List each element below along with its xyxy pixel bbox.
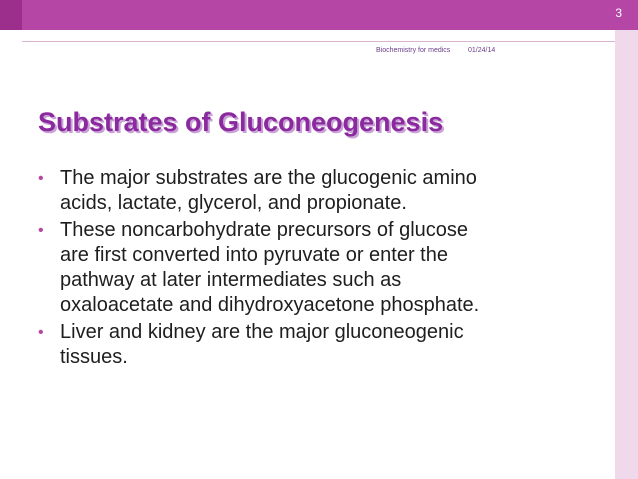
footer-course: Biochemistry for medics — [376, 47, 451, 54]
slide-number: 3 — [615, 6, 622, 20]
bullet-line: are first converted into pyruvate or enter the — [60, 244, 448, 266]
bullet-item — [38, 166, 598, 216]
slide-title: Substrates of Gluconeogenesis — [38, 107, 444, 137]
bullet-list — [38, 166, 598, 372]
header-rule — [22, 30, 615, 42]
bullet-line: tissues. — [60, 346, 128, 368]
bullet-item — [38, 218, 598, 318]
bullet-line: The major substrates are the glucogenic amino — [60, 167, 477, 189]
top-band — [0, 0, 638, 30]
bullet-icon: • — [38, 170, 44, 187]
bullet-line: pathway at later intermediates such as — [60, 269, 402, 291]
bullet-line: oxaloacetate and dihydroxyacetone phosphate. — [60, 294, 480, 316]
bullet-line: acids, lactate, glycerol, and propionate. — [60, 192, 407, 214]
bullet-item — [38, 320, 598, 370]
side-stripe — [615, 30, 638, 479]
footer-date: 01/24/14 — [468, 47, 496, 54]
bullet-icon: • — [38, 324, 44, 341]
bullet-line: These noncarbohydrate precursors of glucose — [60, 219, 469, 241]
top-accent — [0, 0, 22, 30]
bullet-line: Liver and kidney are the major gluconeogenic — [60, 321, 464, 343]
bullet-icon: • — [38, 222, 44, 239]
